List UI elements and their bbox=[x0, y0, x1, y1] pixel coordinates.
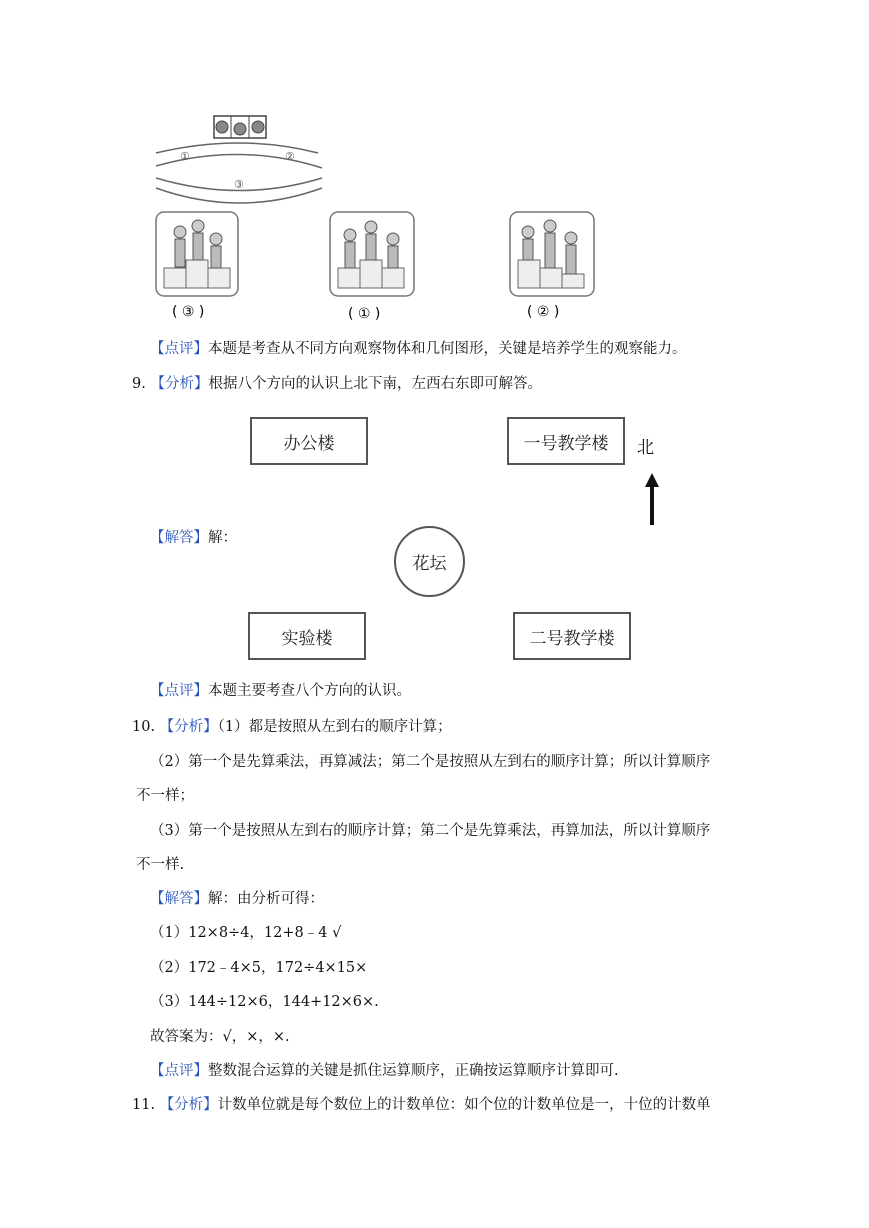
comment-tag: 【点评】 bbox=[150, 1063, 208, 1079]
comment-tag: 【点评】 bbox=[150, 341, 208, 357]
q11-analysis bbox=[132, 1095, 711, 1115]
analysis-text: 根据八个方向的认识上北下南，左西右东即可解答。 bbox=[208, 376, 542, 392]
child-icon bbox=[522, 226, 534, 238]
comment-text: 本题是考查从不同方向观察物体和几何图形，关键是培养学生的观察能力。 bbox=[208, 341, 687, 357]
q10-answer bbox=[150, 889, 324, 909]
view-panel bbox=[330, 212, 414, 296]
observation-figure bbox=[150, 108, 600, 328]
analysis-line: （1）都是按照从左到右的顺序计算； bbox=[217, 719, 452, 735]
analysis-text: 计数单位就是每个数位上的计数单位：如个位的计数单位是一，十位的计数单 bbox=[217, 1097, 711, 1113]
question-number: 11. bbox=[132, 1097, 156, 1113]
panel-caption: ( ③ ) bbox=[172, 304, 205, 320]
analysis-line: 不一样. bbox=[136, 857, 185, 873]
answer-tag: 【解答】 bbox=[150, 891, 208, 907]
child-icon bbox=[365, 221, 377, 233]
answer-text: 解： bbox=[208, 530, 237, 546]
track-label: ③ bbox=[234, 178, 244, 191]
answer-line: （3）144÷12×6，144+12×6×. bbox=[150, 994, 379, 1010]
observation-figure-svg bbox=[150, 108, 600, 328]
comment-text: 整数混合运算的关键是抓住运算顺序，正确按运算顺序计算即可. bbox=[208, 1063, 619, 1079]
q9-answer bbox=[150, 528, 237, 548]
analysis-line: （2）第一个是先算乘法，再算减法；第二个是按照从左到右的顺序计算；所以计算顺序 bbox=[150, 754, 711, 770]
track-label: ① bbox=[180, 150, 190, 163]
final-answer: 故答案为：√，×，×. bbox=[150, 1029, 290, 1045]
teaching-building-2-box: 二号教学楼 bbox=[513, 612, 631, 660]
analysis-tag: 【分析】 bbox=[159, 719, 218, 735]
q10-analysis bbox=[132, 717, 452, 737]
child-icon bbox=[192, 220, 204, 232]
answer-tag: 【解答】 bbox=[150, 530, 208, 546]
analysis-tag: 【分析】 bbox=[150, 376, 209, 392]
question-number: 9. bbox=[132, 376, 146, 392]
panel-caption: ( ② ) bbox=[527, 304, 560, 320]
lab-building-box: 实验楼 bbox=[248, 612, 366, 660]
child-icon bbox=[544, 220, 556, 232]
teaching-building-1-box: 一号教学楼 bbox=[507, 417, 625, 465]
campus-map bbox=[244, 403, 669, 663]
flowerbed-circle: 花坛 bbox=[394, 526, 465, 597]
office-building-box: 办公楼 bbox=[250, 417, 368, 465]
question-number: 10. bbox=[132, 719, 156, 735]
child-icon bbox=[210, 233, 222, 245]
child-icon bbox=[174, 226, 186, 238]
q9-analysis bbox=[132, 374, 542, 394]
view-panel bbox=[510, 212, 594, 296]
comment-q8 bbox=[150, 339, 687, 359]
view-panel bbox=[156, 212, 238, 296]
object-ball-icon bbox=[216, 121, 228, 133]
panel-caption: ( ① ) bbox=[348, 306, 381, 322]
answer-text: 解：由分析可得： bbox=[208, 891, 324, 907]
child-icon bbox=[344, 229, 356, 241]
object-ball-icon bbox=[252, 121, 264, 133]
child-icon bbox=[565, 232, 577, 244]
north-arrow-icon bbox=[642, 473, 662, 525]
comment-text: 本题主要考查八个方向的认识。 bbox=[208, 683, 411, 699]
comment-q9 bbox=[150, 681, 411, 701]
answer-line: （2）172﹣4×5，172÷4×15× bbox=[150, 960, 368, 976]
answer-line: （1）12×8÷4，12+8﹣4 √ bbox=[150, 925, 342, 941]
comment-q10 bbox=[150, 1061, 619, 1081]
comment-tag: 【点评】 bbox=[150, 683, 208, 699]
analysis-line: 不一样； bbox=[136, 788, 194, 804]
child-icon bbox=[387, 233, 399, 245]
object-ball-icon bbox=[234, 123, 246, 135]
analysis-line: （3）第一个是按照从左到右的顺序计算；第二个是先算乘法，再算加法，所以计算顺序 bbox=[150, 823, 711, 839]
analysis-tag: 【分析】 bbox=[159, 1097, 218, 1113]
track-label: ② bbox=[285, 150, 295, 163]
north-label: 北 bbox=[637, 438, 654, 458]
